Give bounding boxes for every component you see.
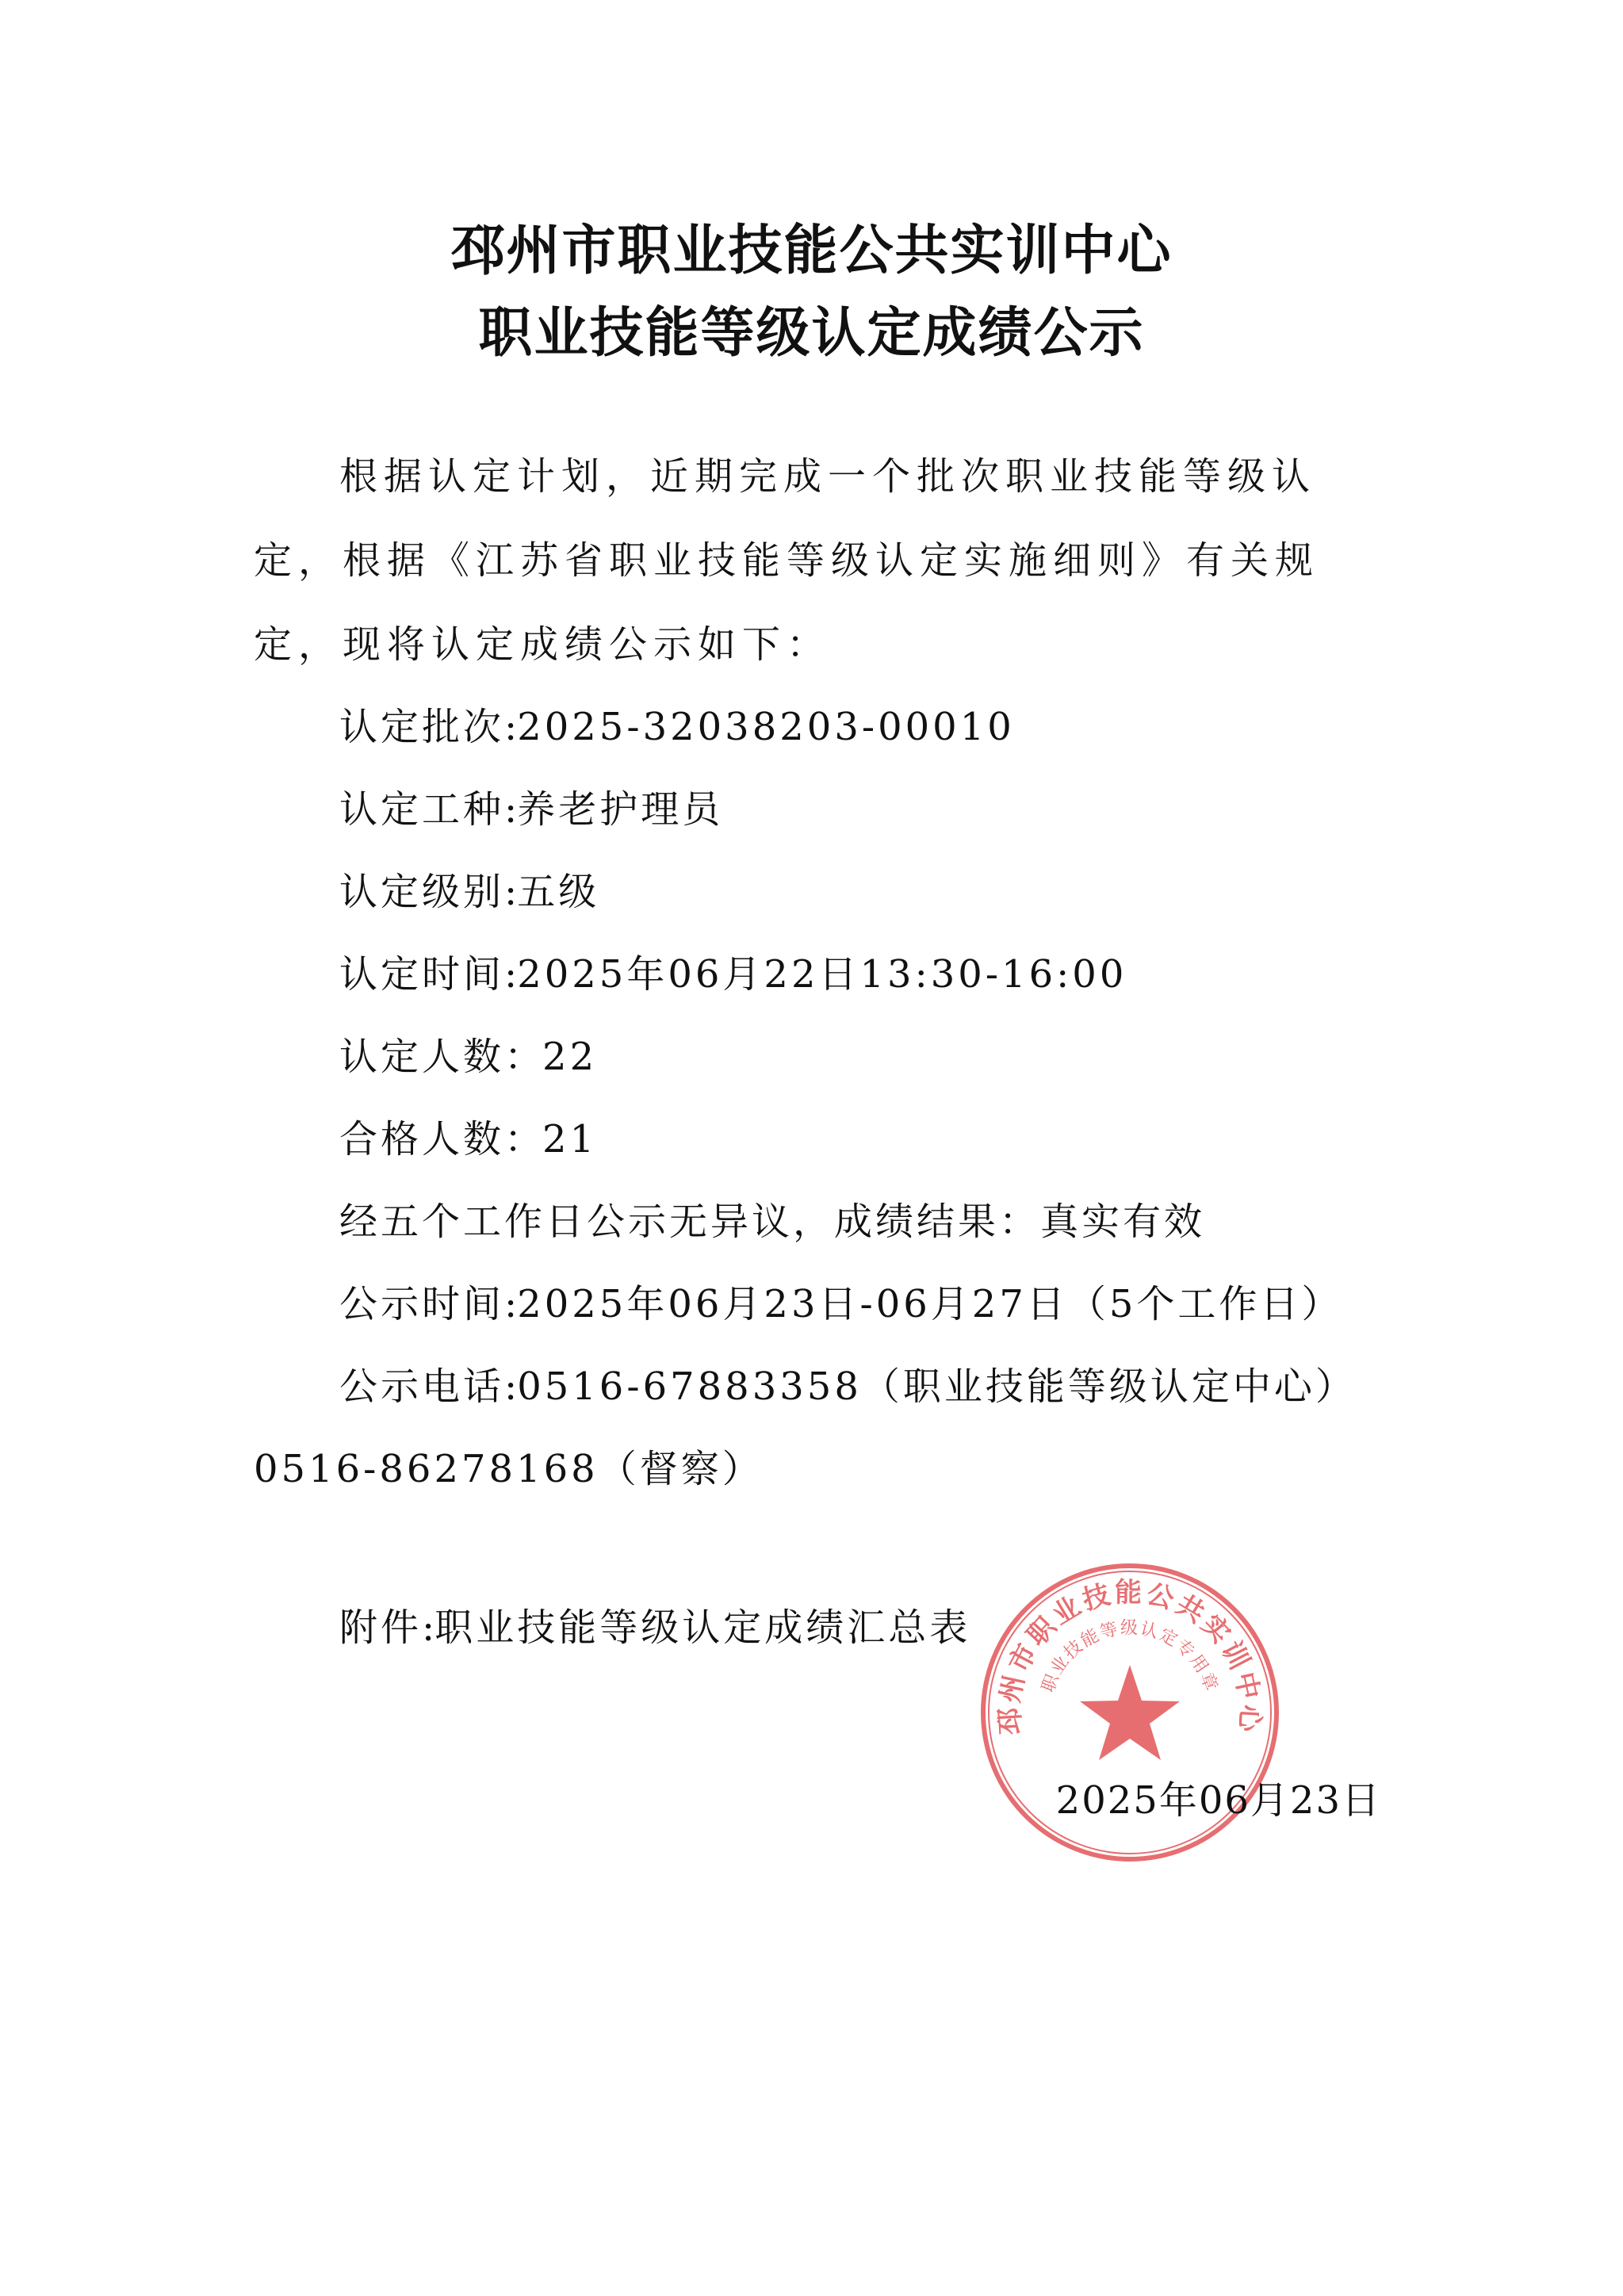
field-level: 认定级别:五级 xyxy=(339,870,600,914)
field-batch: 认定批次:2025-32038203-00010 xyxy=(339,705,1015,749)
seal-inner-text: 职业技能等级认定专用章 xyxy=(1038,1618,1222,1695)
publicity-phone-supervision: 0516-86278168（督察） xyxy=(254,1447,764,1491)
result-statement: 经五个工作日公示无异议，成绩结果：真实有效 xyxy=(339,1200,1206,1244)
document-title-line2: 职业技能等级认定成绩公示 xyxy=(478,302,1145,365)
field-pass-count: 合格人数：21 xyxy=(339,1117,598,1161)
intro-paragraph xyxy=(254,434,1395,687)
attachment: 附件:职业技能等级认定成绩汇总表 xyxy=(339,1605,971,1650)
signing-date: 2025年06月23日 xyxy=(1055,1778,1381,1823)
seal-star-icon xyxy=(1080,1665,1180,1760)
seal-outer-text: 邳州市职业技能公共实训中心 xyxy=(993,1577,1266,1736)
publicity-time: 公示时间:2025年06月23日-06月27日（5个工作日） xyxy=(339,1282,1343,1326)
field-exam-time: 认定时间:2025年06月22日13:30-16:00 xyxy=(339,952,1127,997)
publicity-phone: 公示电话:0516-67883358（职业技能等级认定中心） xyxy=(339,1364,1357,1409)
document-title-line1: 邳州市职业技能公共实训中心 xyxy=(450,220,1173,282)
intro-text: 根据认定计划，近期完成一个批次职业技能等级认定，根据《江苏省职业技能等级认定实施细则》有关规定，现将认定成绩公示如下： xyxy=(254,454,1320,667)
field-exam-count: 认定人数：22 xyxy=(339,1035,598,1079)
field-occupation: 认定工种:养老护理员 xyxy=(339,787,724,832)
